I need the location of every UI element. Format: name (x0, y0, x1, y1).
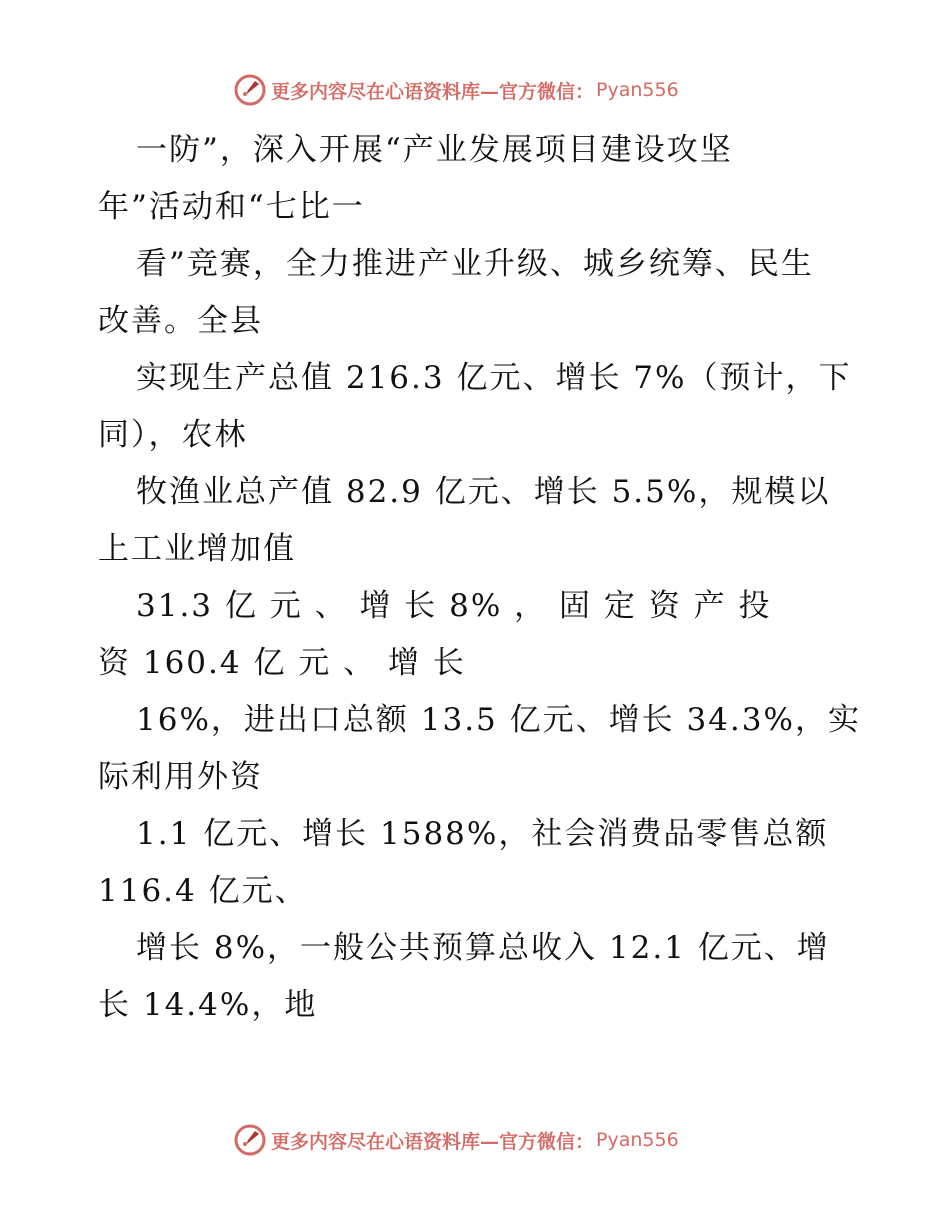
text-line: 实现生产总值 216.3 亿元、增长 7%（预计，下 (136, 360, 852, 396)
feather-logo-icon (233, 73, 267, 107)
header-watermark (233, 72, 679, 108)
text-line: 改善。全县 (98, 303, 263, 339)
text-line: 牧渔业总产值 82.9 亿元、增长 5.5%，规模以 (136, 474, 831, 510)
text-line: 看”竞赛，全力推进产业升级、城乡统筹、民生 (136, 246, 814, 282)
watermark-handle: Pyan556 (596, 1129, 679, 1151)
text-line: 增长 8%，一般公共预算总收入 12.1 亿元、增 (136, 930, 830, 966)
text-line: 一防”，深入开展“产业发展项目建设攻坚 (136, 132, 733, 168)
text-line: 116.4 亿元、 (98, 873, 308, 909)
text-line: 1.1 亿元、增长 1588%，社会消费品零售总额 (136, 816, 829, 852)
text-line: 年”活动和“七比一 (98, 189, 365, 225)
watermark-text: 更多内容尽在心语资料库—官方微信： (271, 1130, 595, 1153)
text-line: 资 160.4 亿 元 、 增 长 (98, 645, 466, 681)
text-line: 31.3 亿 元 、 增 长 8% ， 固 定 资 产 投 (136, 588, 772, 624)
text-line: 同），农林 (98, 417, 248, 453)
watermark-handle: Pyan556 (596, 79, 679, 101)
text-line: 长 14.4%，地 (98, 987, 318, 1023)
text-line: 际利用外资 (98, 759, 263, 795)
document-body (98, 122, 861, 1034)
text-line: 上工业增加值 (98, 531, 296, 567)
watermark-text: 更多内容尽在心语资料库—官方微信： (271, 80, 595, 103)
text-line: 16%，进出口总额 13.5 亿元、增长 34.3%，实 (136, 702, 861, 738)
footer-watermark (233, 1122, 679, 1158)
feather-logo-icon (233, 1123, 267, 1157)
